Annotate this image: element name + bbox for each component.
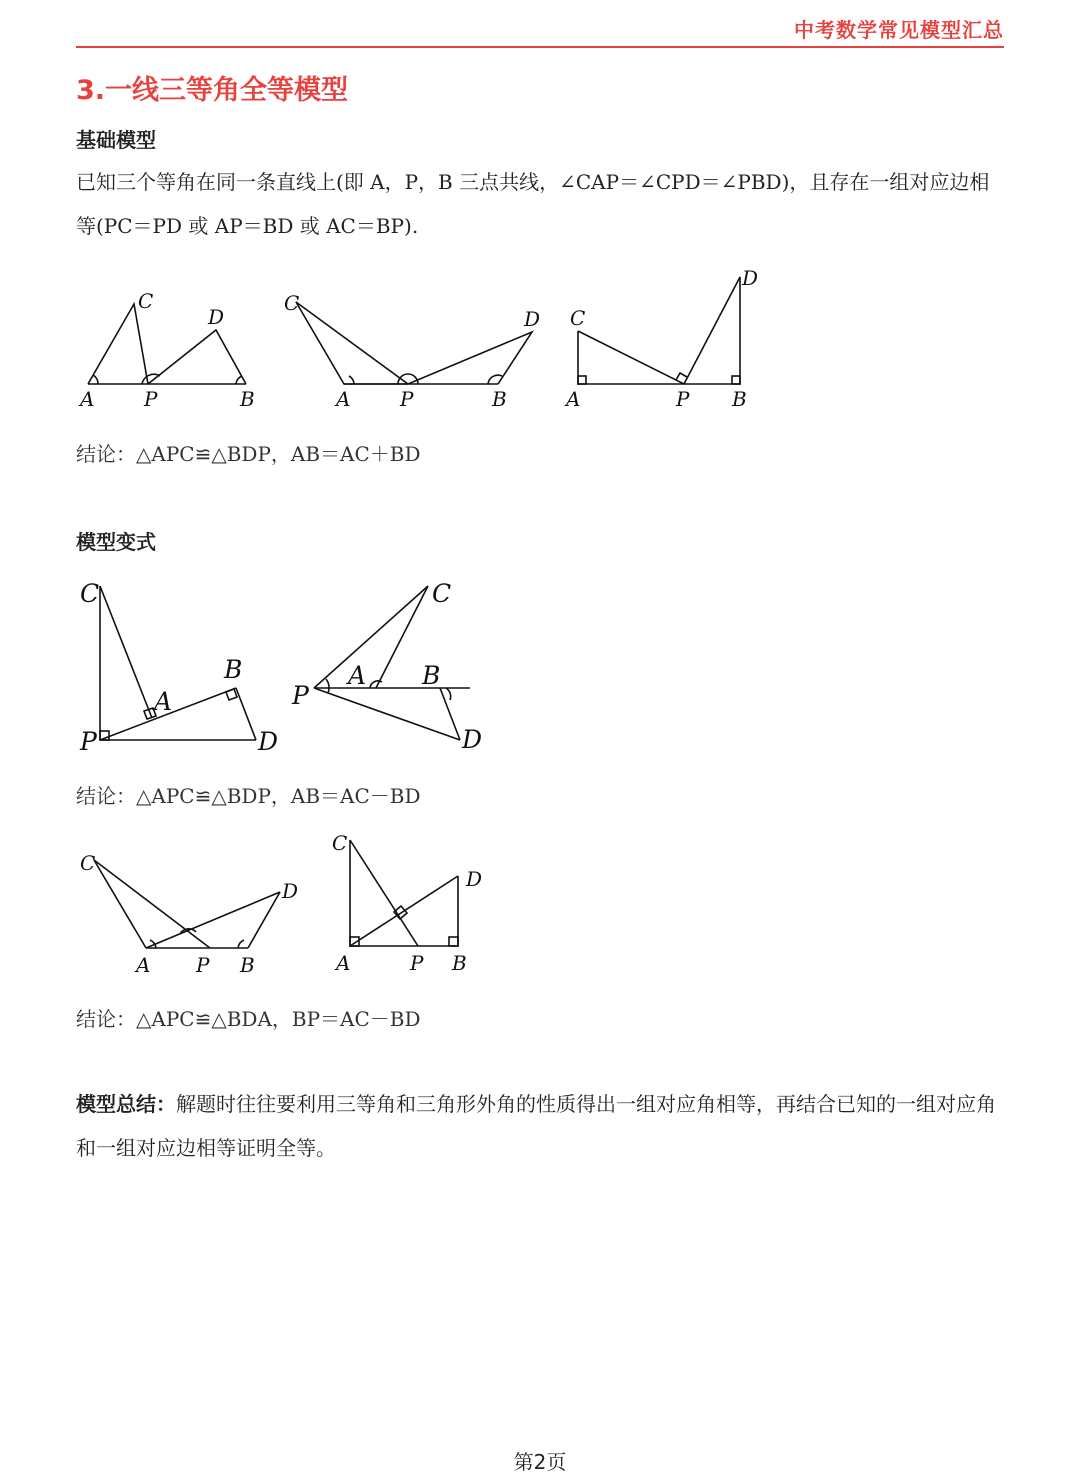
header-divider xyxy=(76,46,1004,48)
page-number: 第2页 xyxy=(513,1450,567,1474)
basic-model-diagram-2 xyxy=(276,280,546,415)
label-P: P xyxy=(400,387,414,411)
basic-model-heading: 基础模型 xyxy=(76,128,156,152)
label-C: C xyxy=(80,579,100,608)
variant-diagram-1 xyxy=(76,572,296,757)
label-P: P xyxy=(80,727,97,756)
basic-model-diagram-3 xyxy=(556,265,776,415)
label-A: A xyxy=(336,951,351,975)
label-D: D xyxy=(742,266,759,290)
summary-text: 解题时往往要利用三等角和三角形外角的性质得出一组对应角相等，再结合已知的一组对应角和一组对应边相等证明全等。 xyxy=(76,1092,996,1160)
label-A: A xyxy=(154,687,173,716)
label-D: D xyxy=(282,879,299,903)
label-B: B xyxy=(452,951,467,975)
basic-model-diagram-1 xyxy=(76,280,276,415)
label-C: C xyxy=(284,291,300,315)
label-A: A xyxy=(80,387,95,411)
label-B: B xyxy=(492,387,507,411)
section-title: 3.一线三等角全等模型 xyxy=(76,75,349,106)
label-C: C xyxy=(432,579,452,608)
label-B: B xyxy=(732,387,747,411)
label-A: A xyxy=(136,953,151,977)
variant-diagram-3 xyxy=(76,846,316,981)
label-D: D xyxy=(466,867,483,891)
label-P: P xyxy=(410,951,424,975)
model-summary xyxy=(76,1082,1006,1170)
label-C: C xyxy=(570,306,586,330)
variant-conclusion-2: 结论：△APC≌△BDA，BP＝AC－BD xyxy=(76,1007,421,1031)
header-title: 中考数学常见模型汇总 xyxy=(794,18,1004,42)
basic-model-conclusion: 结论：△APC≌△BDP，AB＝AC＋BD xyxy=(76,442,421,466)
label-B: B xyxy=(240,953,255,977)
label-C: C xyxy=(138,289,154,313)
label-A: A xyxy=(336,387,351,411)
basic-model-description: 已知三个等角在同一条直线上(即 A，P，B 三点共线，∠CAP＝∠CPD＝∠PBD)，且存在一组对应边相等(PC＝PD 或 AP＝BD 或 AC＝BP). xyxy=(76,170,990,238)
label-D: D xyxy=(462,725,483,754)
label-D: D xyxy=(258,727,279,756)
variant-conclusion-1: 结论：△APC≌△BDP，AB＝AC－BD xyxy=(76,784,421,808)
label-C: C xyxy=(80,851,96,875)
label-A: A xyxy=(566,387,581,411)
label-D: D xyxy=(524,307,541,331)
label-P: P xyxy=(196,953,210,977)
label-B: B xyxy=(224,655,243,684)
summary-label: 模型总结： xyxy=(76,1092,176,1116)
variant-diagram-4 xyxy=(326,826,506,981)
label-A: A xyxy=(348,661,367,690)
variant-diagram-2 xyxy=(290,572,505,757)
label-P: P xyxy=(676,387,690,411)
label-P: P xyxy=(292,681,309,710)
label-D: D xyxy=(208,305,225,329)
label-B: B xyxy=(422,661,441,690)
label-P: P xyxy=(144,387,158,411)
label-B: B xyxy=(240,387,255,411)
variant-heading: 模型变式 xyxy=(76,530,156,554)
label-C: C xyxy=(332,831,348,855)
